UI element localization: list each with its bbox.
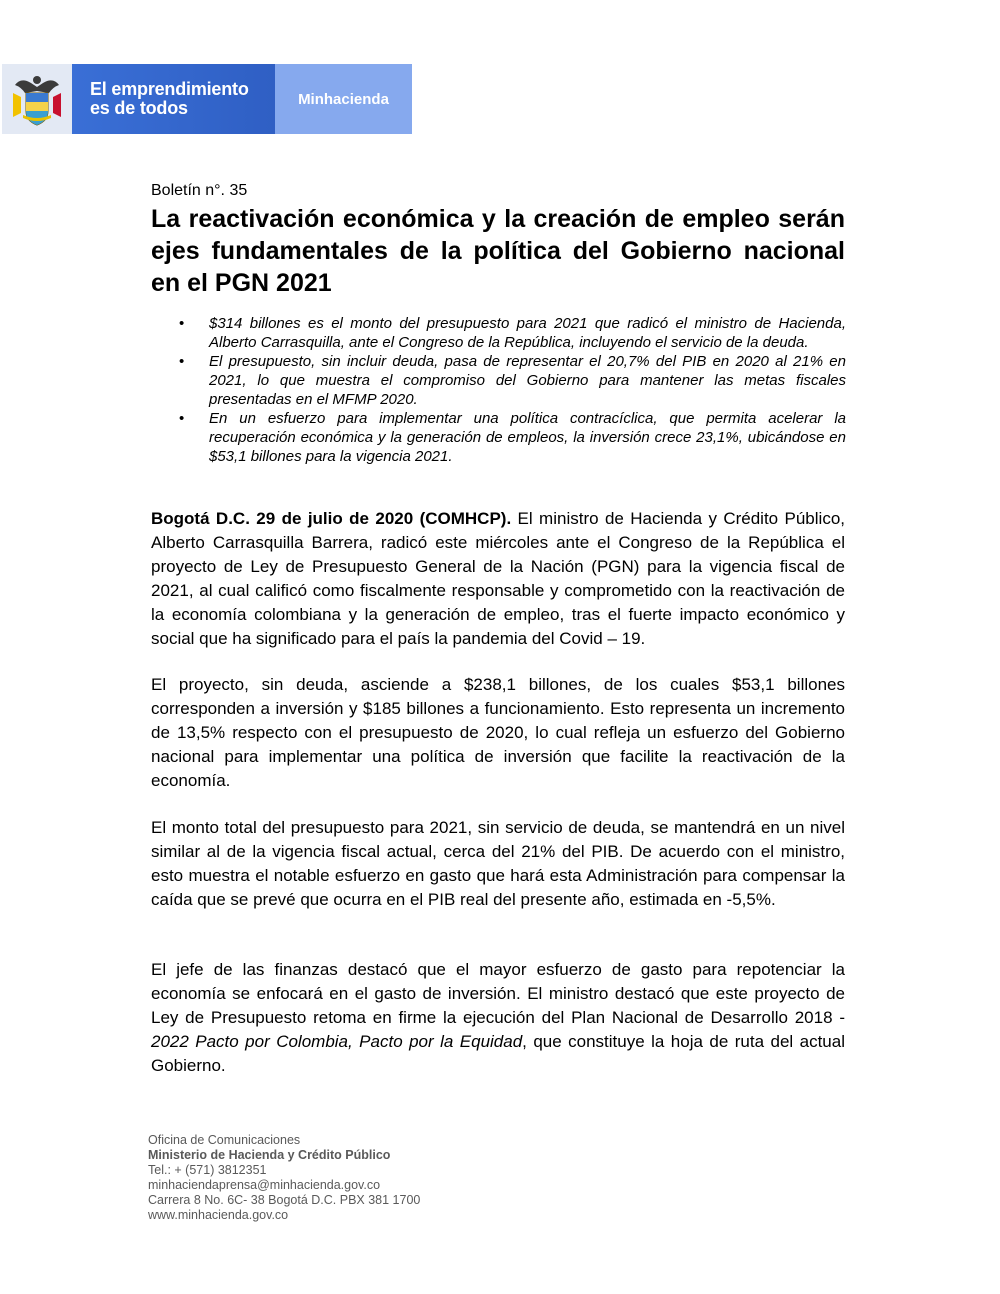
footer-email[interactable]: minhaciendaprensa@minhacienda.gov.co (148, 1178, 381, 1192)
footer-website[interactable]: www.minhacienda.gov.co (148, 1208, 289, 1222)
ministry-logo: Minhacienda (275, 64, 412, 134)
brand-slogan (72, 64, 275, 134)
footer-ministry: Ministerio de Hacienda y Crédito Público (148, 1148, 391, 1162)
paragraph-3: El monto total del presupuesto para 2021, sin servicio de deuda, se mantendrá en un nivel similar al de la vigencia fiscal actual, cerca del 21% del PIB. De acuerdo con el ministro, esto muestra el notable esfuerzo en gasto que hará esta Administración para compensar la caída que se prevé que ocurra en el PIB real del presente año, estimada en -5,5%. (151, 818, 845, 909)
footer-office: Oficina de Comunicaciones (148, 1133, 301, 1147)
dateline: Bogotá D.C. 29 de julio de 2020 (COMHCP). (151, 509, 512, 528)
paragraph-4 (151, 958, 845, 1078)
bulletin-number: Boletín n°. 35 (151, 182, 248, 199)
page-title: La reactivación económica y la creación de empleo serán ejes fundamentales de la política del Gobierno nacional en el PGN 2021 (151, 205, 845, 297)
paragraph-1 (151, 507, 845, 651)
paragraph-2: El proyecto, sin deuda, asciende a $238,1 billones, de los cuales $53,1 billones corresponden a inversión y $185 billones a funcionamiento. Esto representa un incremento de 13,5% respecto con el presupuesto de 2020, lo cual refleja un esfuerzo del Gobierno nacional para implementar una política de inversión que facilite la reactivación de la economía. (151, 675, 845, 790)
brand-line-2: es de todos (90, 98, 188, 118)
paragraph-4-end: , que constituye la hoja de ruta del actual Gobierno. (151, 1032, 845, 1075)
paragraph-4-start: El jefe de las finanzas destacó que el mayor esfuerzo de gasto para repotenciar la economía se enfocará en el gasto de inversión. El ministro destacó que este proyecto de Ley de Presupuesto retoma en firme la ejecución del Plan Nacional de Desarrollo 2018 - (151, 960, 845, 1027)
bullet-item: • En un esfuerzo para implementar una política contracíclica, que permita acelerar la recuperación económica y la generación de empleos, la inversión crece 23,1%, ubicándose en $53,1 billones para la vigencia 2021. (209, 409, 846, 466)
seal-box (2, 64, 72, 134)
bullet-item: • $314 billones es el monto del presupuesto para 2021 que radicó el ministro de Hacienda, Alberto Carrasquilla, ante el Congreso de la República, incluyendo el servicio de la deuda. (209, 314, 846, 352)
colombia-coat-of-arms-icon (11, 71, 63, 127)
footer-contact (148, 1133, 420, 1223)
brand-line-1: El emprendimiento (90, 79, 249, 99)
header-banner (2, 64, 412, 134)
footer-phone: Tel.: + (571) 3812351 (148, 1163, 267, 1177)
summary-bullets (151, 314, 846, 466)
plan-name: 2022 Pacto por Colombia, Pacto por la Equidad (151, 1032, 523, 1051)
paragraph-1-body: El ministro de Hacienda y Crédito Público, Alberto Carrasquilla Barrera, radicó este miércoles ante el Congreso de la República el proyecto de Ley de Presupuesto General de la Nación (PGN) para la vigencia fiscal de 2021, al cual calificó como fiscalmente responsable y comprometido con la reactivación de la economía colombiana y la generación de empleo, tras el fuerte impacto económico y social que ha significado para el país la pandemia del Covid – 19. (151, 509, 845, 648)
footer-address: Carrera 8 No. 6C- 38 Bogotá D.C. PBX 381 1700 (148, 1193, 421, 1207)
bullet-item: • El presupuesto, sin incluir deuda, pasa de representar el 20,7% del PIB en 2020 al 21% en 2021, lo que muestra el compromiso del Gobierno para mantener las metas fiscales presentadas en el MFMP 2020. (209, 352, 846, 409)
